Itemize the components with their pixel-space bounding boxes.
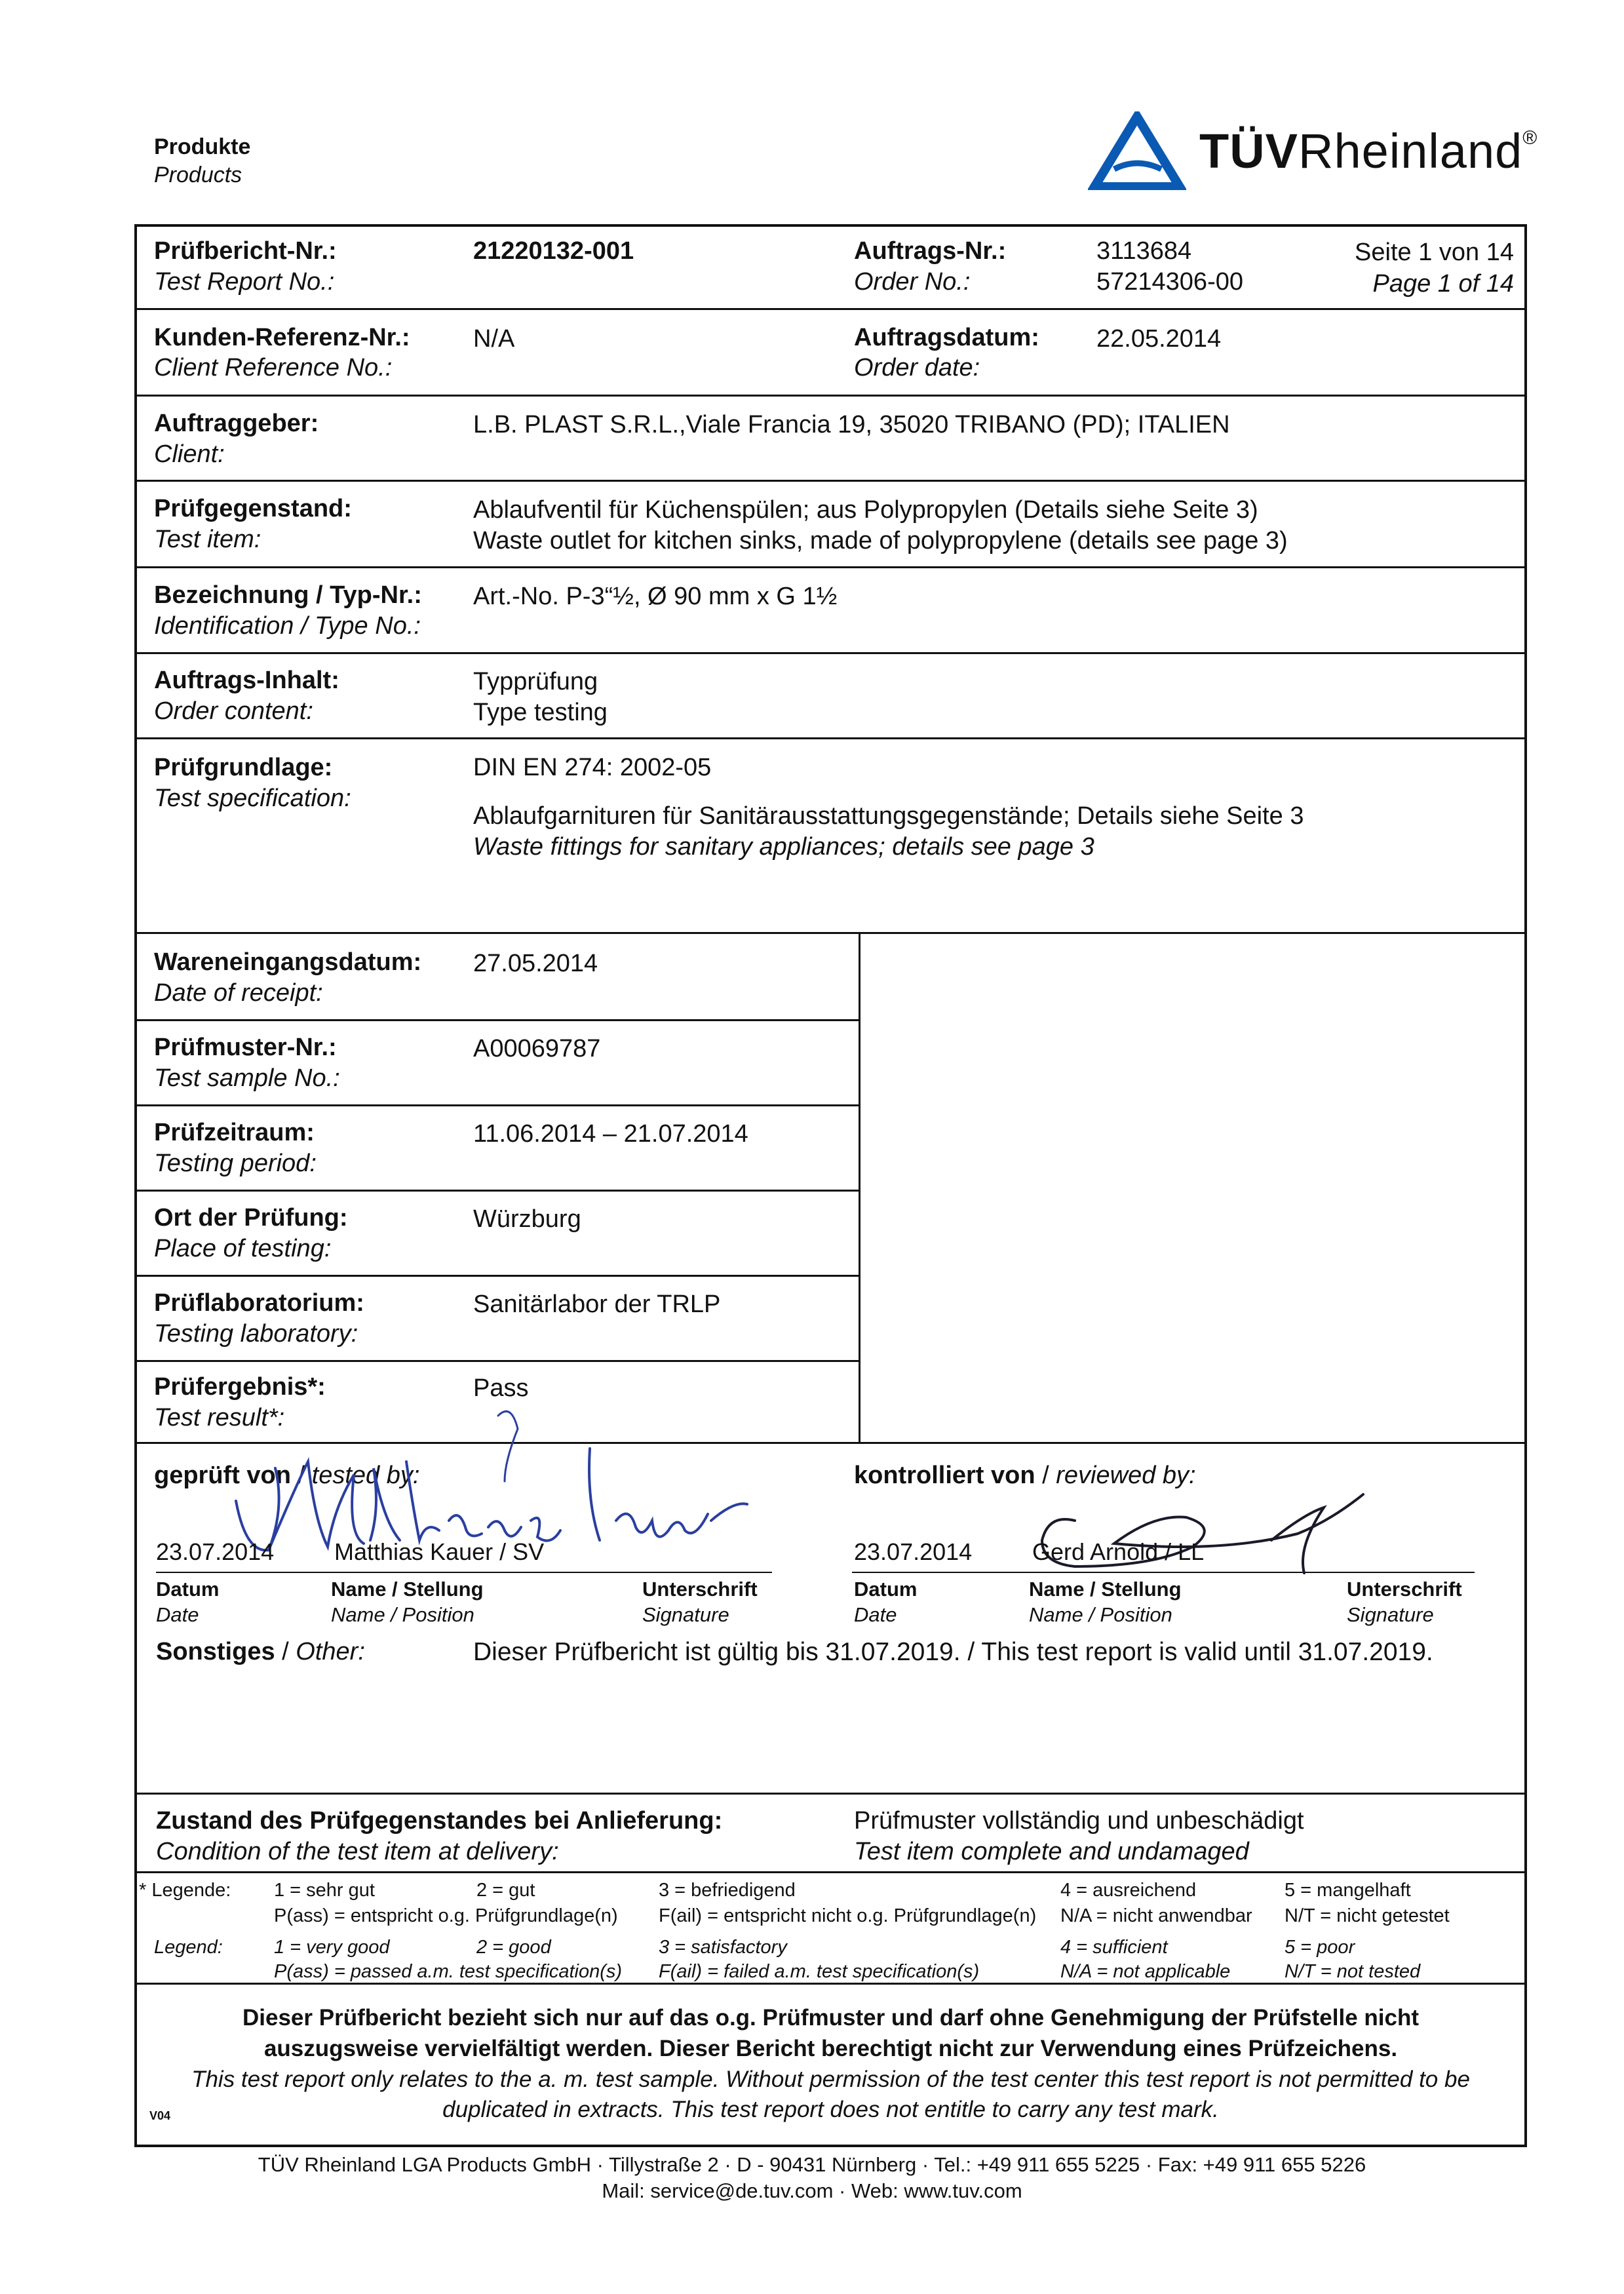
divider <box>134 1793 1527 1795</box>
period-label-en: Testing period: <box>154 1150 317 1177</box>
specification-label-en: Test specification: <box>154 785 351 812</box>
other-value: Dieser Prüfbericht ist gültig bis 31.07.2019. / This test report is valid until 31.07.2019. <box>473 1638 1433 1666</box>
col-date-label: Datum <box>156 1578 220 1601</box>
col-name-label: Name / Stellung <box>1029 1578 1182 1601</box>
col-signature-label-en: Signature <box>642 1603 729 1626</box>
legend-label-en: Legend: <box>154 1937 223 1958</box>
test-item-value-en: Waste outlet for kitchen sinks, made of polypropylene (details see page 3) <box>473 527 1288 554</box>
laboratory-value: Sanitärlabor der TRLP <box>473 1291 721 1318</box>
order-content-value: Typprüfung <box>473 668 598 695</box>
client-label-en: Client: <box>154 440 225 468</box>
tuv-rheinland-logo <box>1088 111 1538 190</box>
test-item-value: Ablaufventil für Küchenspülen; aus Polypropylen (Details siehe Seite 3) <box>473 496 1258 524</box>
divider <box>134 308 1527 310</box>
divider <box>134 1983 1527 1985</box>
client-ref-value: N/A <box>473 325 515 353</box>
period-label: Prüfzeitraum: <box>154 1119 315 1146</box>
disclaimer-de-text: Dieser Prüfbericht bezieht sich nur auf das o.g. Prüfmuster und darf ohne Genehmigung der Prüfstelle nicht auszugsweise vervielfältigt werden. Dieser Bericht berechtigt nicht zur Verwendung eines Prüfzeichens. <box>242 2005 1419 2062</box>
signature-line <box>156 1572 772 1573</box>
divider <box>134 1104 859 1106</box>
disclaimer-en-text: This test report only relates to the a. m. test sample. Without permission of the test center this test report is not permitted to be duplicated in extracts. This test report does not entitle to carry any test mark. <box>191 2067 1470 2122</box>
tested-by-name: Matthias Kauer / SV <box>334 1538 545 1565</box>
logo-name: Rheinland <box>1298 124 1523 178</box>
legend-item-en: P(ass) = passed a.m. test specification(s) <box>274 1961 623 1982</box>
col-date-label: Datum <box>854 1578 918 1601</box>
products-label-en: Products <box>154 163 242 187</box>
sample-label-en: Test sample No.: <box>154 1064 340 1092</box>
receipt-value: 27.05.2014 <box>473 950 598 977</box>
client-ref-label-en: Client Reference No.: <box>154 354 393 381</box>
report-no-label: Prüfbericht-Nr.: <box>154 237 337 265</box>
other-label-en: Other: <box>296 1638 365 1665</box>
divider <box>134 480 1527 482</box>
legend-item: 3 = befriedigend <box>659 1880 796 1901</box>
disclaimer-en <box>134 2065 1527 2124</box>
reviewed-by-label-en: reviewed by: <box>1056 1462 1196 1489</box>
legend-item-en: 3 = satisfactory <box>659 1937 787 1958</box>
legend-item-en: 1 = very good <box>274 1937 390 1958</box>
legend-item: 5 = mangelhaft <box>1285 1880 1411 1901</box>
client-ref-label: Kunden-Referenz-Nr.: <box>154 324 410 351</box>
divider <box>134 652 1527 654</box>
place-label-en: Place of testing: <box>154 1235 332 1262</box>
reviewed-by-signature <box>1022 1481 1389 1586</box>
order-no-value-2: 57214306-00 <box>1096 268 1243 296</box>
period-value: 11.06.2014 – 21.07.2014 <box>473 1120 748 1148</box>
tuv-triangle-icon <box>1088 111 1186 190</box>
sample-value: A00069787 <box>473 1035 601 1062</box>
condition-value-en: Test item complete and undamaged <box>854 1838 1249 1865</box>
col-signature-label: Unterschrift <box>1347 1578 1462 1601</box>
version-code: V04 <box>149 2109 171 2122</box>
col-name-label-en: Name / Position <box>331 1603 474 1626</box>
laboratory-label: Prüflaboratorium: <box>154 1289 364 1317</box>
legend-item-en: 5 = poor <box>1285 1937 1355 1958</box>
legend-item: P(ass) = entspricht o.g. Prüfgrundlage(n) <box>274 1905 618 1926</box>
order-no-label: Auftrags-Nr.: <box>854 237 1007 265</box>
col-signature-label-en: Signature <box>1347 1603 1434 1626</box>
column-divider <box>859 932 860 1442</box>
tested-by-date: 23.07.2014 <box>156 1538 275 1565</box>
tested-by-signature <box>223 1390 760 1560</box>
receipt-label: Wareneingangsdatum: <box>154 948 422 976</box>
divider <box>134 737 1527 739</box>
col-date-label-en: Date <box>854 1603 897 1626</box>
reviewed-by-heading: kontrolliert von / reviewed by: <box>854 1462 1196 1489</box>
order-no-value: 3113684 <box>1096 237 1192 265</box>
tested-by-heading: geprüft von / tested by: <box>154 1462 420 1489</box>
legend-item: F(ail) = entspricht nicht o.g. Prüfgrundlage(n) <box>659 1905 1037 1926</box>
identification-label: Bezeichnung / Typ-Nr.: <box>154 581 422 609</box>
order-date-value: 22.05.2014 <box>1096 325 1222 353</box>
legend-item: 2 = gut <box>476 1880 535 1901</box>
result-label: Prüfergebnis*: <box>154 1373 326 1401</box>
specification-value-en: Waste fittings for sanitary appliances; details see page 3 <box>473 833 1094 861</box>
legend-item: 1 = sehr gut <box>274 1880 375 1901</box>
order-date-label: Auftragsdatum: <box>854 324 1039 351</box>
report-no-value: 21220132-001 <box>473 237 634 265</box>
legend-item-en: 4 = sufficient <box>1060 1937 1168 1958</box>
reviewed-by-name: Gerd Arnold / LL <box>1032 1538 1205 1565</box>
col-signature-label: Unterschrift <box>642 1578 758 1601</box>
divider <box>134 1275 859 1277</box>
other-label: Sonstiges <box>156 1638 275 1665</box>
receipt-label-en: Date of receipt: <box>154 979 323 1007</box>
condition-value: Prüfmuster vollständig und unbeschädigt <box>854 1807 1304 1835</box>
footer-contact: Mail: service@de.tuv.com · Web: www.tuv.com <box>602 2179 1022 2202</box>
identification-value: Art.-No. P-3“½, Ø 90 mm x G 1½ <box>473 583 838 610</box>
identification-label-en: Identification / Type No.: <box>154 612 421 640</box>
order-content-value-en: Type testing <box>473 699 608 726</box>
reviewed-by-date: 23.07.2014 <box>854 1538 973 1565</box>
legend-label: * Legende: <box>139 1880 231 1901</box>
divider <box>134 1019 859 1021</box>
tested-by-label: geprüft von <box>154 1462 291 1489</box>
order-content-label: Auftrags-Inhalt: <box>154 667 339 694</box>
order-content-label-en: Order content: <box>154 697 313 725</box>
sample-label: Prüfmuster-Nr.: <box>154 1034 337 1061</box>
reviewed-by-label: kontrolliert von <box>854 1462 1035 1489</box>
divider <box>134 566 1527 568</box>
client-label: Auftraggeber: <box>154 410 319 437</box>
specification-label: Prüfgrundlage: <box>154 754 333 781</box>
divider <box>134 1360 859 1362</box>
result-label-en: Test result*: <box>154 1404 285 1431</box>
report-no-label-en: Test Report No.: <box>154 268 335 296</box>
client-value: L.B. PLAST S.R.L.,Viale Francia 19, 35020 TRIBANO (PD); ITALIEN <box>473 411 1230 438</box>
laboratory-label-en: Testing laboratory: <box>154 1320 358 1348</box>
place-label: Ort der Prüfung: <box>154 1204 348 1232</box>
legend-item-en: N/A = not applicable <box>1060 1961 1231 1982</box>
logo-brand: TÜV <box>1199 124 1298 178</box>
specification-standard: DIN EN 274: 2002-05 <box>473 754 712 781</box>
legend-item: N/T = nicht getestet <box>1285 1905 1450 1926</box>
col-name-label-en: Name / Position <box>1029 1603 1172 1626</box>
order-no-label-en: Order No.: <box>854 268 971 296</box>
footer-address: TÜV Rheinland LGA Products GmbH · Tillystraße 2 · D - 90431 Nürnberg · Tel.: +49 911 655 5225 · Fax: +49 911 655 5226 <box>258 2153 1366 2176</box>
tested-by-label-en: tested by: <box>311 1462 420 1489</box>
legend-item-en: F(ail) = failed a.m. test specification(s) <box>659 1961 980 1982</box>
legend-item: 4 = ausreichend <box>1060 1880 1197 1901</box>
page-number-en: Page 1 of 14 <box>1372 270 1514 298</box>
logo-wordmark <box>1199 123 1537 179</box>
test-item-label-en: Test item: <box>154 526 261 553</box>
logo-registered: ® <box>1522 127 1538 149</box>
col-date-label-en: Date <box>156 1603 199 1626</box>
page-number: Seite 1 von 14 <box>1355 239 1514 266</box>
condition-label: Zustand des Prüfgegenstandes bei Anlieferung: <box>156 1807 723 1835</box>
result-value: Pass <box>473 1374 529 1402</box>
disclaimer-de <box>134 2002 1527 2065</box>
condition-label-en: Condition of the test item at delivery: <box>156 1838 559 1865</box>
order-date-label-en: Order date: <box>854 354 980 381</box>
divider <box>134 1871 1527 1873</box>
divider <box>134 932 1527 934</box>
legend-item: N/A = nicht anwendbar <box>1060 1905 1252 1926</box>
divider <box>134 395 1527 397</box>
specification-value: Ablaufgarnituren für Sanitärausstattungsgegenstände; Details siehe Seite 3 <box>473 802 1304 830</box>
legend-item-en: 2 = good <box>476 1937 551 1958</box>
place-value: Würzburg <box>473 1205 581 1233</box>
test-item-label: Prüfgegenstand: <box>154 495 352 522</box>
legend-item-en: N/T = not tested <box>1285 1961 1421 1982</box>
other-heading: Sonstiges / Other: <box>156 1638 365 1665</box>
col-name-label: Name / Stellung <box>331 1578 484 1601</box>
divider <box>134 1190 859 1192</box>
products-label: Produkte <box>154 134 251 159</box>
